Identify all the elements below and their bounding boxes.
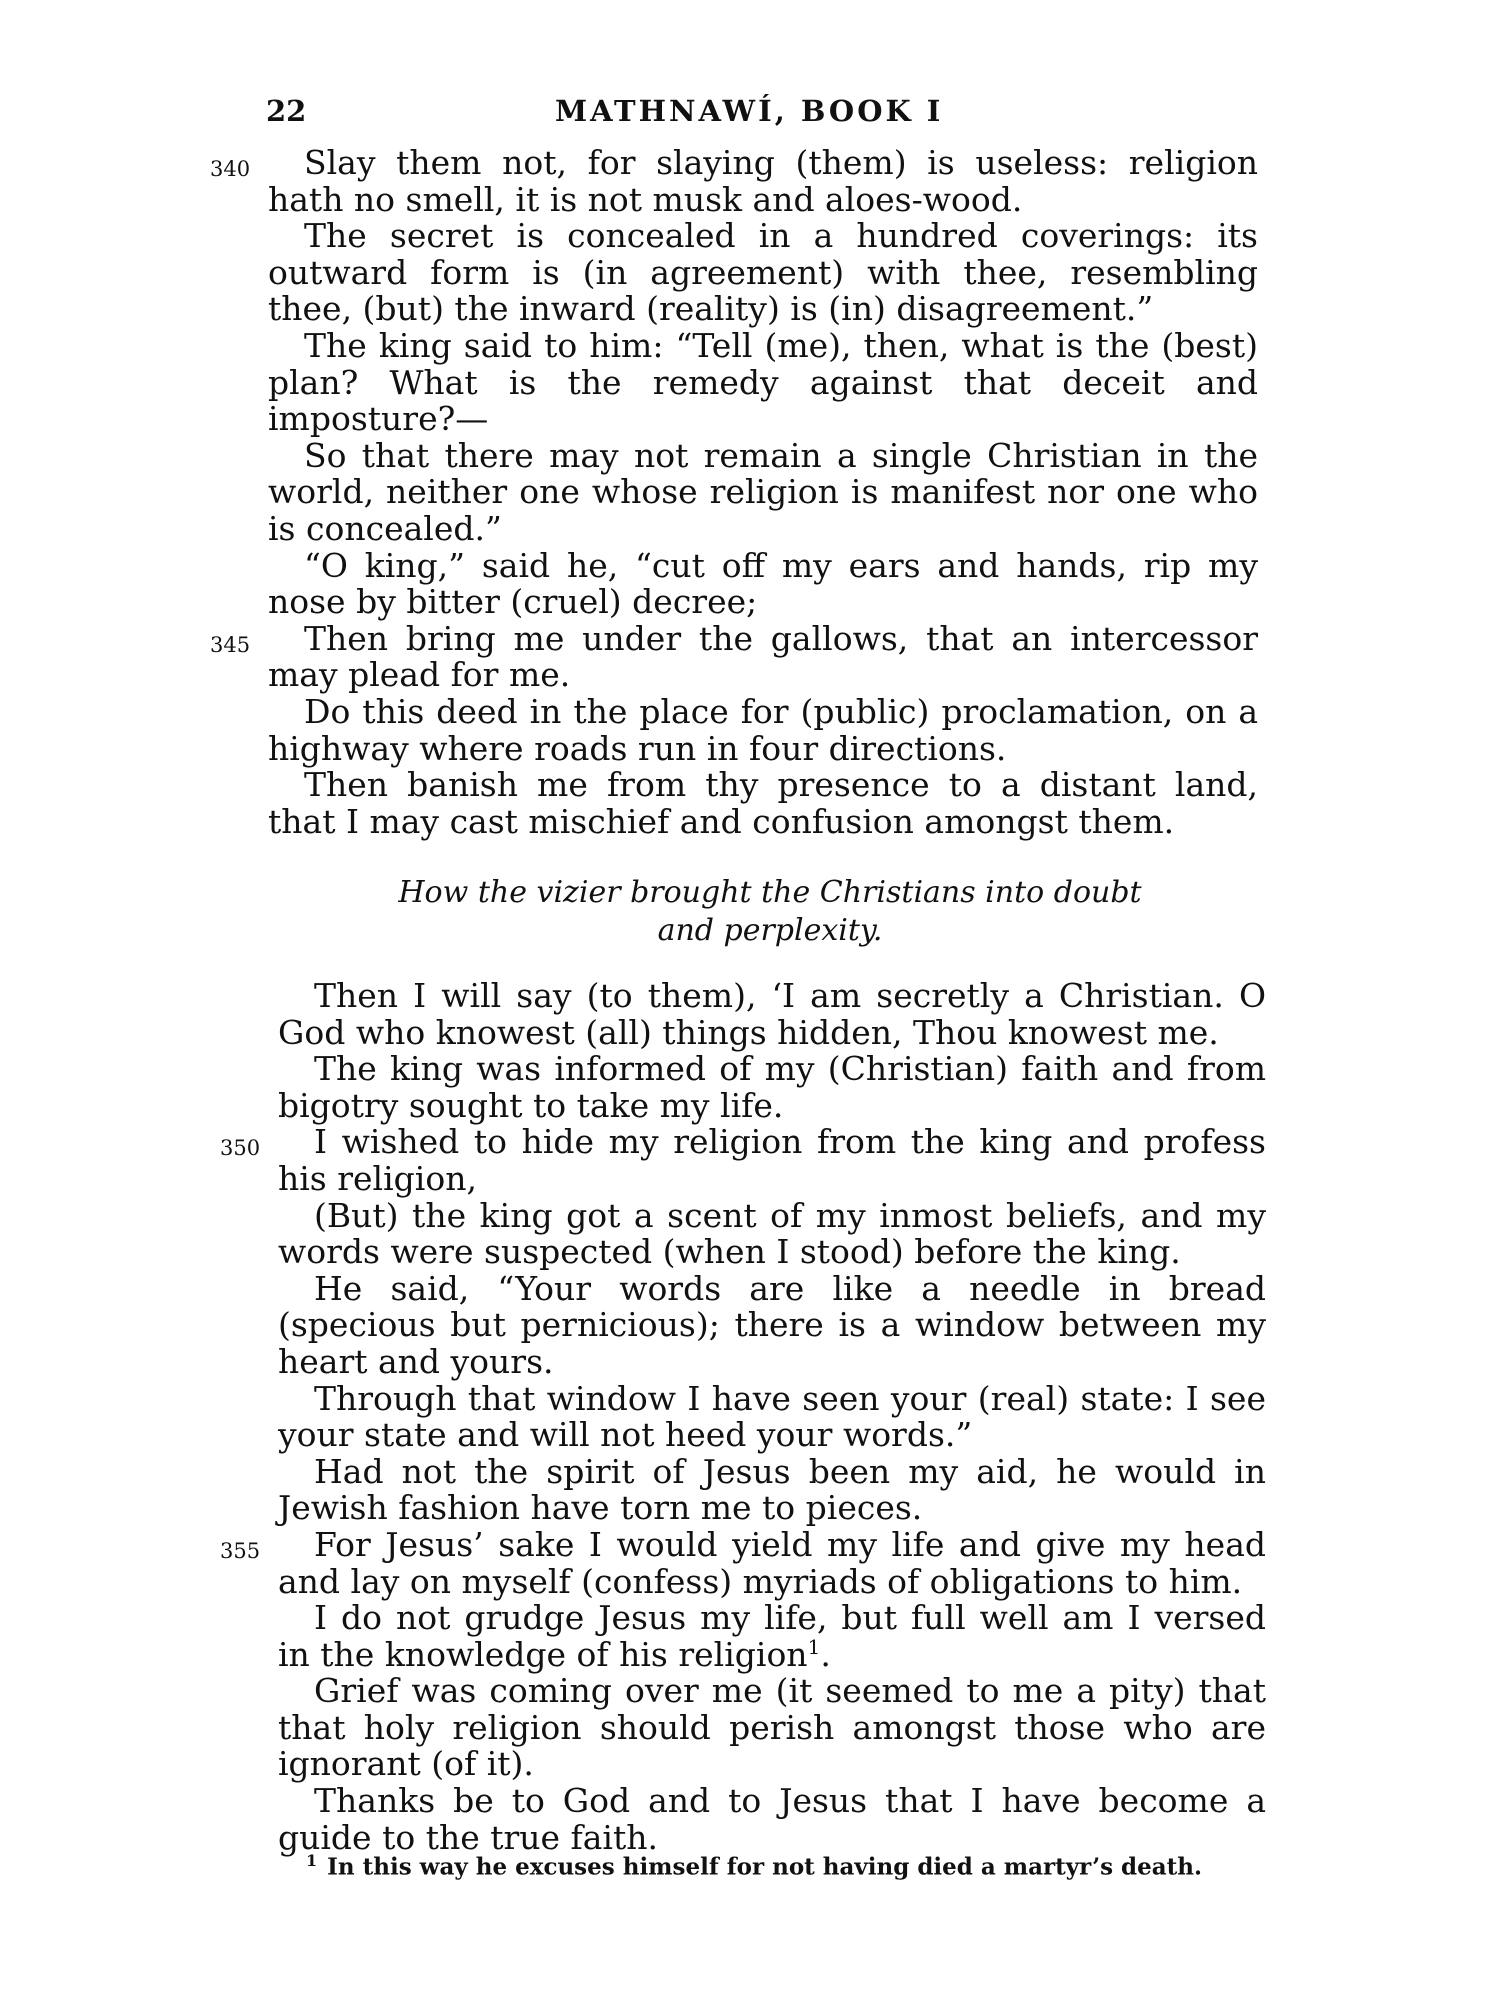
verse-text: Had not the spirit of Jesus been my aid, he would in Jewish fashion have torn me to pieces. bbox=[278, 1451, 1266, 1528]
footnote-text: In this way he excuses himself for not having died a martyr’s death. bbox=[327, 1853, 1203, 1881]
verse-text: Then I will say (to them), ‘I am secretly a Christian. O God who knowest (all) things hidden, Thou knowest me. bbox=[278, 976, 1266, 1052]
verse-number: 340 bbox=[210, 157, 251, 181]
verse-number: 345 bbox=[210, 632, 251, 657]
verse-text: Through that window I have seen your (real) state: I see your state and will not heed your words.” bbox=[278, 1378, 1266, 1455]
verse bbox=[278, 1195, 1266, 1272]
verse bbox=[268, 325, 1258, 439]
footnote-reference: 1 bbox=[807, 1634, 821, 1659]
verse-text: I wished to hide my religion from the king and profess his religion, bbox=[278, 1122, 1266, 1198]
verse-text: Slay them not, for slaying (them) is useless: religion hath no smell, it is not musk and aloes-wood. bbox=[268, 143, 1258, 219]
running-head-title: MATHNAWÍ, BOOK I bbox=[555, 94, 944, 128]
verse bbox=[268, 767, 1258, 840]
verse-text: Then bring me under the gallows, that an intercessor may plead for me. bbox=[268, 618, 1258, 695]
verse bbox=[268, 691, 1258, 768]
verse bbox=[220, 1122, 1266, 1198]
verse-block-2 bbox=[0, 978, 1500, 1856]
verse-text: The king said to him: “Tell (me), then, what is the (best) plan? What is the remedy against that deceit and imposture?— bbox=[268, 325, 1258, 439]
section-heading: How the vizier brought the Christians into doubt and perplexity. bbox=[398, 875, 1142, 948]
verse bbox=[268, 545, 1258, 622]
verse-text: For Jesus’ sake I would yield my life and give my head and lay on myself (confess) myriads of obligations to him. bbox=[278, 1524, 1266, 1601]
verse bbox=[278, 1451, 1266, 1528]
verse-text: Thanks be to God and to Jesus that I have become a guide to the true faith. bbox=[278, 1781, 1266, 1857]
running-head bbox=[0, 94, 1500, 134]
verse bbox=[278, 978, 1266, 1051]
verse-text: “O king,” said he, “cut off my ears and hands, rip my nose by bitter (cruel) decree; bbox=[268, 545, 1258, 622]
verse bbox=[278, 1051, 1266, 1124]
verse bbox=[220, 1524, 1266, 1601]
verse-number: 350 bbox=[220, 1136, 261, 1161]
verse bbox=[278, 1378, 1266, 1455]
verse bbox=[278, 1268, 1266, 1381]
verse-text: The king was informed of my (Christian) faith and from bigotry sought to take my life. bbox=[278, 1049, 1266, 1125]
verse bbox=[268, 435, 1258, 548]
verse bbox=[268, 218, 1258, 328]
verse-text: Grief was coming over me (it seemed to me a pity) that that holy religion should perish amongst those who are ignorant (of it). bbox=[278, 1671, 1266, 1784]
verse bbox=[210, 618, 1258, 695]
footnote-mark: 1 bbox=[306, 1851, 318, 1870]
verse-text-main: I do not grudge Jesus my life, but full well am I versed in the knowledge of his religion bbox=[278, 1598, 1266, 1674]
verse-text: (But) the king got a scent of my inmost beliefs, and my words were suspected (when I stood) before the king. bbox=[278, 1195, 1266, 1272]
verse-text bbox=[278, 1600, 1266, 1673]
verse-text: The secret is concealed in a hundred coverings: its outward form is (in agreement) with thee, resembling thee, (but) the inward (reality) is (in) disagreement.” bbox=[268, 216, 1258, 329]
verse-number: 355 bbox=[220, 1538, 261, 1563]
verse bbox=[278, 1600, 1266, 1673]
verse-text: So that there may not remain a single Christian in the world, neither one whose religion is manifest nor one who is concealed.” bbox=[268, 435, 1258, 548]
verse bbox=[210, 143, 1258, 219]
verse-text: Do this deed in the place for (public) proclamation, on a highway where roads run in four directions. bbox=[268, 691, 1258, 768]
footnote bbox=[306, 1846, 1266, 1883]
page-number: 22 bbox=[266, 94, 307, 128]
verse-text: He said, “Your words are like a needle in bread (specious but pernicious); there is a window between my heart and yours. bbox=[278, 1268, 1266, 1381]
verse bbox=[278, 1673, 1266, 1783]
verse-text-end: . bbox=[820, 1634, 831, 1674]
verse-text: Then banish me from thy presence to a distant land, that I may cast mischief and confusion amongst them. bbox=[268, 765, 1258, 841]
verse-block-1 bbox=[0, 145, 1500, 840]
